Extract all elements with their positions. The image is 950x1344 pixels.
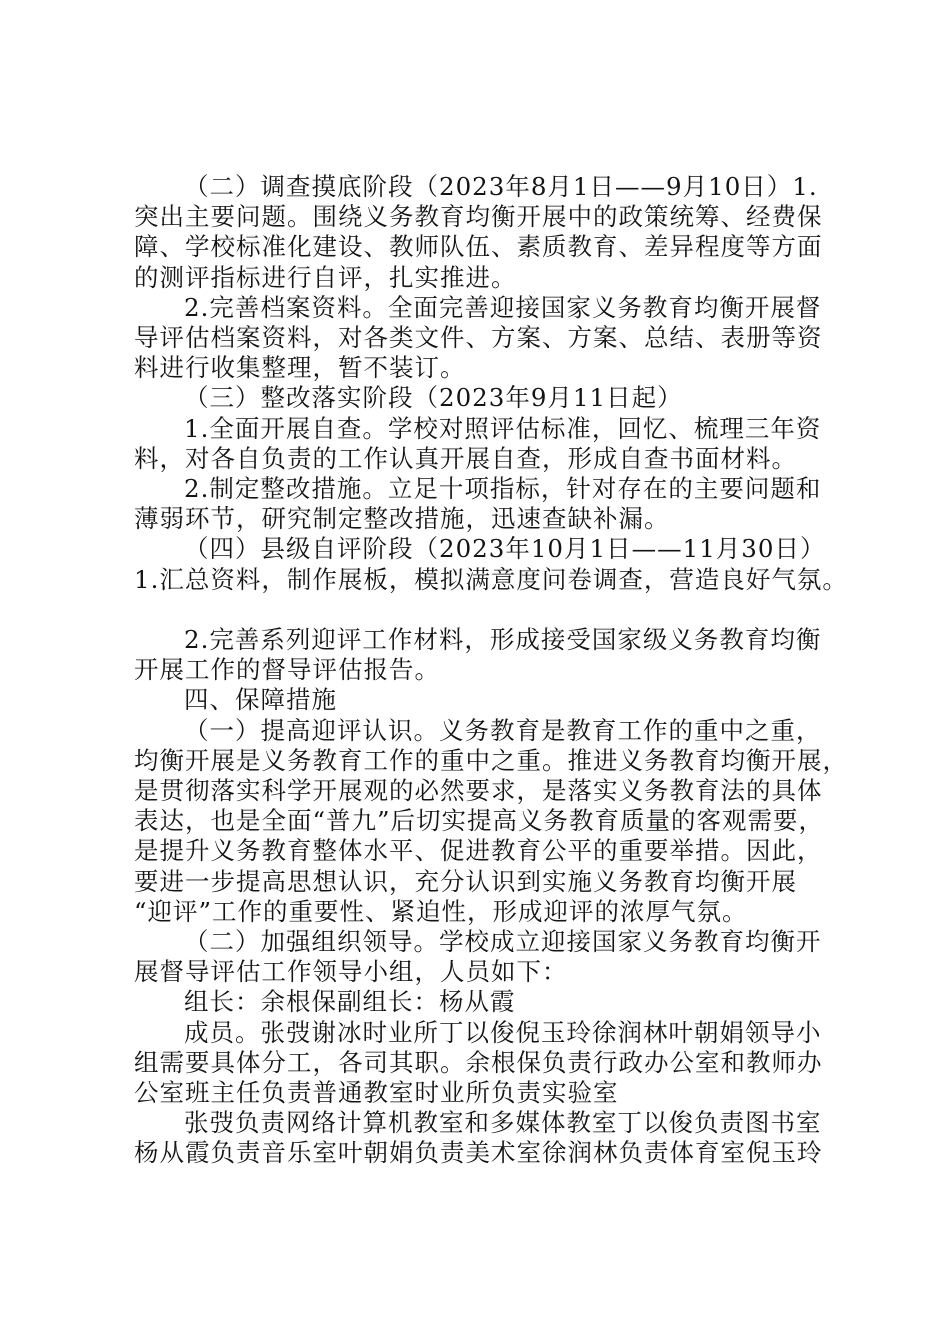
- paragraph-line: 2.完善系列迎评工作材料，形成接受国家级义务教育均衡: [184, 625, 822, 655]
- paragraph-line: 的测评指标进行自评，扎实推进。: [134, 262, 517, 292]
- paragraph-line: 2.制定整改措施。立足十项指标，针对存在的主要问题和: [184, 474, 822, 504]
- section-4-heading: 四、保障措施: [184, 685, 337, 715]
- document-body: [134, 172, 848, 1169]
- stage-3-heading: （三）整改落实阶段（2023年9月11日起）: [184, 383, 683, 413]
- paragraph-line: 导评估档案资料，对各类文件、方案、方案、总结、表册等资: [134, 323, 823, 353]
- paragraph-line: 是贯彻落实科学开展观的必然要求，是落实义务教育法的具体: [134, 776, 823, 806]
- paragraph-line: 薄弱环节，研究制定整改措施，迅速查缺补漏。: [134, 504, 670, 534]
- paragraph-line: 料进行收集整理，暂不装订。: [134, 353, 466, 383]
- paragraph-line: 组需要具体分工，各司其职。余根保负责行政办公室和教师办: [134, 1047, 823, 1077]
- paragraph-line: 表达，也是全面“普九”后切实提高义务教育质量的客观需要，: [134, 806, 825, 836]
- stage-2-heading: （二）调查摸底阶段（2023年8月1日——9月10日）1.: [184, 172, 818, 201]
- paragraph-line: 是提升义务教育整体水平、促进教育公平的重要举措。因此，: [134, 836, 823, 866]
- blank-line: [134, 595, 834, 625]
- team-leader-line: 组长：余根保副组长：杨从霞: [184, 987, 516, 1017]
- paragraph-line: 均衡开展是义务教育工作的重中之重。推进义务教育均衡开展，: [134, 745, 848, 775]
- paragraph-line: 突出主要问题。围绕义务教育均衡开展中的政策统筹、经费保: [134, 202, 823, 232]
- paragraph-line: 要进一步提高思想认识，充分认识到实施义务教育均衡开展: [134, 866, 797, 896]
- paragraph-line: 公室班主任负责普通教室时业所负责实验室: [134, 1078, 619, 1108]
- paragraph-line: 料，对各自负责的工作认真开展自查，形成自查书面材料。: [134, 443, 797, 473]
- paragraph-line: （一）提高迎评认识。义务教育是教育工作的重中之重，: [184, 715, 822, 745]
- paragraph-line: 展督导评估工作领导小组，人员如下：: [134, 957, 568, 987]
- paragraph-line: 1.汇总资料，制作展板，模拟满意度问卷调查，营造良好气氛。: [134, 564, 848, 594]
- paragraph-line: 张弢负责网络计算机教室和多媒体教室丁以俊负责图书室: [184, 1108, 822, 1138]
- paragraph-line: （二）加强组织领导。学校成立迎接国家义务教育均衡开: [184, 927, 822, 957]
- paragraph-line: 1.全面开展自查。学校对照评估标准，回忆、梳理三年资: [184, 413, 822, 443]
- stage-4-heading: （四）县级自评阶段（2023年10月1日——11月30日）: [184, 534, 826, 564]
- team-members-line: 成员。张弢谢冰时业所丁以俊倪玉玲徐润林叶朝娟领导小: [184, 1017, 822, 1047]
- paragraph-line: 杨从霞负责音乐室叶朝娟负责美术室徐润林负责体育室倪玉玲: [134, 1138, 823, 1168]
- paragraph-line: 障、学校标准化建设、教师队伍、素质教育、差异程度等方面: [134, 232, 823, 262]
- paragraph-line: 2.完善档案资料。全面完善迎接国家义务教育均衡开展督: [184, 292, 822, 322]
- paragraph-line: “迎评”工作的重要性、紧迫性，形成迎评的浓厚气氛。: [134, 896, 748, 926]
- paragraph-line: 开展工作的督导评估报告。: [134, 655, 440, 685]
